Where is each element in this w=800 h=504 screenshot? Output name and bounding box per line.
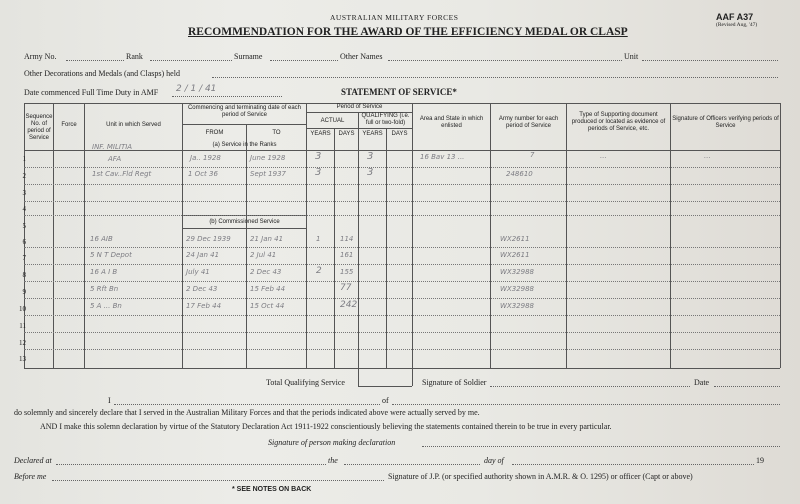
- rank-label: Rank: [126, 52, 143, 61]
- col-period-header: Period of Service: [336, 104, 383, 110]
- col-divider: [490, 103, 491, 368]
- col-divider: [53, 103, 54, 368]
- years-days-line: [306, 128, 412, 129]
- row-number: 13: [19, 355, 26, 363]
- unit-label: Unit: [624, 52, 639, 61]
- total-box-bottom: [358, 386, 412, 387]
- handwritten-entry: 77: [340, 283, 352, 293]
- section-a-label: (a) Service in the Ranks: [212, 142, 277, 148]
- sig-person-field[interactable]: [422, 446, 780, 447]
- army-no-field[interactable]: [66, 60, 124, 61]
- handwritten-entry: 155: [340, 268, 354, 276]
- handwritten-entry: 16 Bav 13 ...: [420, 153, 465, 161]
- handwritten-entry: 21 Jan 41: [250, 235, 284, 243]
- handwritten-entry: ...: [704, 152, 711, 160]
- row-number: 3: [22, 189, 26, 197]
- handwritten-entry: 242: [340, 300, 358, 310]
- row-separator: [24, 298, 780, 299]
- statutory-text: AND I make this solemn declaration by virtue of the Statutory Declaration Act 1911-1922 conscientiously believing the statements contained therein to be true in every particular.: [40, 422, 612, 431]
- col-unit-header: Unit in which Served: [106, 122, 161, 128]
- handwritten-entry: 7: [530, 151, 535, 159]
- col-actual-days: DAYS: [338, 131, 355, 137]
- col-army-number-header: Army number for each period of Service: [498, 116, 559, 129]
- row-separator: [24, 315, 780, 316]
- row-number: 11: [19, 322, 26, 330]
- handwritten-entry: 3: [315, 151, 322, 162]
- col-from-header: FROM: [205, 130, 224, 136]
- total-qualifying-label: Total Qualifying Service: [266, 378, 345, 387]
- surname-label: Surname: [234, 52, 263, 61]
- col-seq-header: Sequence No. of period of Service: [25, 114, 53, 141]
- row-separator: [24, 184, 780, 185]
- handwritten-entry: 15 Oct 44: [250, 302, 285, 310]
- row-number: 5: [22, 222, 26, 230]
- i-label: I: [108, 396, 111, 405]
- col-divider: [412, 103, 413, 368]
- section-b-label: (b) Commissioned Service: [209, 219, 280, 225]
- row-number: 12: [19, 339, 26, 347]
- section-b-line-bottom: [182, 228, 306, 229]
- handwritten-entry: INF. MILITIA: [92, 143, 133, 151]
- handwritten-entry: WX32988: [500, 302, 534, 310]
- row-number: 7: [22, 254, 26, 262]
- unit-field[interactable]: [642, 60, 778, 61]
- declared-at-label: Declared at: [14, 456, 52, 465]
- handwritten-entry: WX2611: [500, 235, 530, 243]
- row-separator: [24, 167, 780, 168]
- date-commenced-label: Date commenced Full Time Duty in AMF: [24, 88, 159, 97]
- handwritten-entry: 2: [316, 266, 322, 276]
- year-label: 19: [756, 456, 764, 465]
- date-commenced-field[interactable]: [172, 96, 282, 97]
- revised-date: (Revised Aug, '47): [716, 22, 758, 28]
- handwritten-entry: 1: [316, 235, 321, 243]
- date-label: Date: [694, 378, 710, 387]
- total-box-left: [358, 368, 359, 386]
- handwritten-entry: 1st Cav..Fld Regt: [92, 170, 152, 178]
- other-decorations-label: Other Decorations and Medals (and Clasps) held: [24, 69, 180, 78]
- total-box-right: [412, 368, 413, 386]
- row-number: 9: [22, 288, 26, 296]
- col-signature-header: Signature of Officers verifying periods of Service: [672, 116, 779, 129]
- col-divider: [306, 103, 307, 368]
- form-title: RECOMMENDATION FOR THE AWARD OF THE EFFICIENCY MEDAL OR CLASP: [188, 26, 628, 38]
- row-number: 1: [22, 155, 26, 163]
- handwritten-entry: 2 Jul 41: [250, 251, 277, 259]
- row-separator: [24, 247, 780, 248]
- date-field[interactable]: [714, 386, 780, 387]
- forces-heading: AUSTRALIAN MILITARY FORCES: [330, 13, 459, 22]
- handwritten-entry: 2 Dec 43: [250, 268, 282, 276]
- col-dates-header: Commencing and terminating date of each period of Service: [187, 105, 302, 118]
- row-separator: [24, 281, 780, 282]
- col-actual-years: YEARS: [310, 131, 331, 137]
- handwritten-entry: 5 Rft Bn: [90, 285, 119, 293]
- handwritten-entry: 114: [340, 235, 354, 243]
- handwritten-entry: 161: [340, 251, 354, 259]
- sig-jp-label: Signature of J.P. (or specified authority shown in A.M.R. & O. 1295) or officer (Capt or above): [388, 472, 693, 481]
- sig-soldier-field[interactable]: [490, 386, 690, 387]
- table-bottom-border: [24, 368, 780, 369]
- handwritten-entry: 17 Feb 44: [186, 302, 222, 310]
- row-separator: [24, 349, 780, 350]
- handwritten-entry: 5 A ... Bn: [90, 302, 122, 310]
- rank-field[interactable]: [150, 60, 232, 61]
- handwritten-entry: WX32988: [500, 268, 534, 276]
- declarant-address-field[interactable]: [392, 404, 780, 405]
- col-actual-header: ACTUAL: [320, 118, 345, 124]
- other-decorations-field[interactable]: [212, 77, 778, 78]
- of-label: of: [382, 396, 389, 405]
- row-separator: [24, 201, 780, 202]
- col-qualifying-header: QUALIFYING (i.e. full or two-fold): [361, 113, 410, 126]
- handwritten-entry: 2 Dec 43: [186, 285, 218, 293]
- handwritten-entry: 3: [367, 167, 374, 178]
- handwritten-entry: Sept 1937: [250, 170, 286, 178]
- before-me-field[interactable]: [52, 480, 384, 481]
- col-divider: [566, 103, 567, 368]
- dates-subheader-line: [182, 124, 306, 125]
- surname-field[interactable]: [270, 60, 338, 61]
- col-to-header: TO: [272, 130, 281, 136]
- col-qual-years: YEARS: [362, 131, 383, 137]
- handwritten-entry: 3: [367, 151, 374, 162]
- row-separator: [24, 264, 780, 265]
- statement-heading: STATEMENT OF SERVICE*: [341, 87, 457, 97]
- handwritten-entry: WX2611: [500, 251, 530, 259]
- row-number: 8: [22, 271, 26, 279]
- handwritten-entry: Ja.. 1928: [190, 154, 221, 162]
- handwritten-entry: AFA: [108, 155, 122, 163]
- day-field[interactable]: [344, 464, 480, 465]
- sig-soldier-label: Signature of Soldier: [422, 378, 487, 387]
- handwritten-entry: 1 Oct 36: [188, 170, 218, 178]
- declarant-name-field[interactable]: [114, 404, 380, 405]
- col-divider: [84, 103, 85, 368]
- handwritten-entry: 24 Jan 41: [186, 251, 220, 259]
- declared-at-field[interactable]: [56, 464, 326, 465]
- row-number: 2: [22, 172, 26, 180]
- col-divider: [670, 103, 671, 368]
- col-divider: [780, 103, 781, 368]
- handwritten-entry: 29 Dec 1939: [186, 235, 231, 243]
- handwritten-entry: 3: [315, 167, 322, 178]
- row-number: 4: [22, 205, 26, 213]
- other-names-field[interactable]: [388, 60, 622, 61]
- day-of-label: day of: [484, 456, 504, 465]
- handwritten-entry: 248610: [506, 170, 533, 178]
- month-field[interactable]: [512, 464, 754, 465]
- sig-person-label: Signature of person making declaration: [268, 438, 396, 447]
- form-code: AAF A37: [716, 12, 754, 22]
- army-no-label: Army No.: [24, 52, 57, 61]
- handwritten-entry: 16 AIB: [90, 235, 113, 243]
- col-qual-days: DAYS: [391, 131, 408, 137]
- table-header-bottom: [24, 150, 780, 151]
- see-notes: * SEE NOTES ON BACK: [232, 486, 312, 493]
- handwritten-entry: 5 N T Depot: [90, 251, 132, 259]
- date-commenced-value: 2 / 1 / 41: [176, 84, 217, 94]
- handwritten-entry: 15 Feb 44: [250, 285, 286, 293]
- handwritten-entry: ...: [600, 152, 607, 160]
- handwritten-entry: June 1928: [250, 154, 286, 162]
- col-area-header: Area and State in which enlisted: [419, 116, 484, 129]
- row-separator: [24, 215, 780, 216]
- col-divider: [358, 112, 359, 368]
- other-names-label: Other Names: [340, 52, 383, 61]
- col-force-header: Force: [61, 122, 77, 128]
- row-number: 10: [19, 305, 26, 313]
- handwritten-entry: July 41: [186, 268, 210, 276]
- the-label: the: [328, 456, 338, 465]
- handwritten-entry: 16 A I B: [90, 268, 118, 276]
- handwritten-entry: WX32988: [500, 285, 534, 293]
- row-number: 6: [22, 238, 26, 246]
- declaration-text: do solemnly and sincerely declare that I served in the Australian Military Forces and that the periods indicated above were actually served by me.: [14, 408, 480, 417]
- row-separator: [24, 332, 780, 333]
- before-me-label: Before me: [14, 472, 47, 481]
- col-type-doc-header: Type of Supporting document produced or located as evidence of periods of Service, etc.: [571, 112, 666, 132]
